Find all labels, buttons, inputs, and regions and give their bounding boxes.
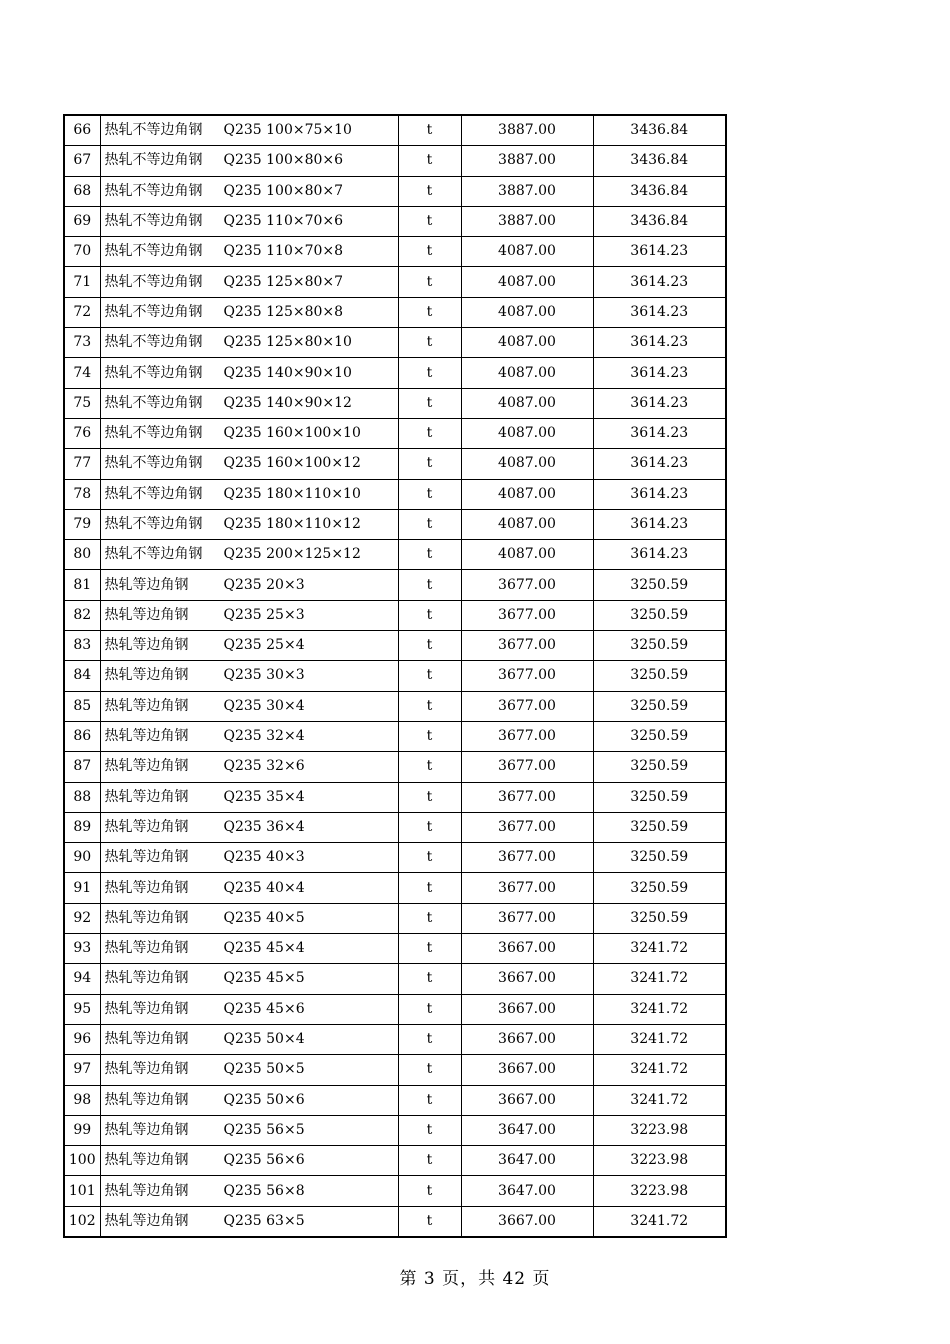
price-incl-tax: 4087.00 [461, 237, 593, 267]
table-row [64, 388, 726, 418]
price-excl-tax: 3241.72 [593, 1024, 726, 1054]
material-spec: Q235 100×80×6 [223, 152, 344, 169]
material-name-cell [100, 388, 398, 418]
price-excl-tax: 3614.23 [593, 328, 726, 358]
material-name: 热轧等边角钢 [104, 576, 189, 593]
material-spec: Q235 25×3 [223, 606, 305, 623]
price-incl-tax: 3677.00 [461, 843, 593, 873]
price-excl-tax: 3614.23 [593, 479, 726, 509]
price-excl-tax: 3250.59 [593, 903, 726, 933]
row-number: 100 [64, 1146, 100, 1176]
row-number: 98 [64, 1085, 100, 1115]
material-name: 热轧等边角钢 [104, 970, 189, 987]
material-name: 热轧不等边角钢 [104, 546, 203, 563]
material-name: 热轧不等边角钢 [104, 303, 203, 320]
price-excl-tax: 3223.98 [593, 1115, 726, 1145]
material-name-cell [100, 873, 398, 903]
material-spec: Q235 32×6 [223, 758, 305, 775]
price-incl-tax: 3667.00 [461, 1024, 593, 1054]
price-incl-tax: 3647.00 [461, 1115, 593, 1145]
row-number: 83 [64, 631, 100, 661]
material-name: 热轧不等边角钢 [104, 273, 203, 290]
table-row [64, 934, 726, 964]
row-number: 76 [64, 418, 100, 448]
row-number: 86 [64, 721, 100, 751]
unit-cell: t [398, 721, 461, 751]
material-name-cell [100, 570, 398, 600]
table-row [64, 903, 726, 933]
row-number: 72 [64, 297, 100, 327]
table-row [64, 115, 726, 146]
price-incl-tax: 3677.00 [461, 661, 593, 691]
material-name-cell [100, 782, 398, 812]
material-name: 热轧等边角钢 [104, 940, 189, 957]
material-name: 热轧等边角钢 [104, 1182, 189, 1199]
unit-cell: t [398, 1206, 461, 1237]
material-spec: Q235 50×4 [223, 1031, 305, 1048]
price-excl-tax: 3614.23 [593, 509, 726, 539]
page-footer: 第 3 页，共 42 页 [399, 1269, 551, 1289]
price-excl-tax: 3250.59 [593, 691, 726, 721]
material-spec: Q235 100×75×10 [223, 122, 352, 139]
table-row [64, 631, 726, 661]
price-incl-tax: 4087.00 [461, 479, 593, 509]
table-row [64, 479, 726, 509]
material-name-cell [100, 721, 398, 751]
material-name-cell [100, 540, 398, 570]
material-name-cell [100, 1206, 398, 1237]
table-row [64, 176, 726, 206]
table-row [64, 328, 726, 358]
material-name-cell [100, 115, 398, 146]
material-name: 热轧等边角钢 [104, 1000, 189, 1017]
material-name-cell [100, 358, 398, 388]
price-excl-tax: 3241.72 [593, 1206, 726, 1237]
row-number: 81 [64, 570, 100, 600]
material-name: 热轧等边角钢 [104, 788, 189, 805]
price-incl-tax: 3667.00 [461, 964, 593, 994]
material-name: 热轧不等边角钢 [104, 364, 203, 381]
table-row [64, 782, 726, 812]
price-excl-tax: 3223.98 [593, 1176, 726, 1206]
material-name-cell [100, 600, 398, 630]
table-row [64, 1115, 726, 1145]
price-incl-tax: 3667.00 [461, 1206, 593, 1237]
material-name-cell [100, 449, 398, 479]
material-name: 热轧等边角钢 [104, 879, 189, 896]
price-excl-tax: 3250.59 [593, 873, 726, 903]
material-spec: Q235 50×6 [223, 1091, 305, 1108]
table-row [64, 570, 726, 600]
unit-cell: t [398, 631, 461, 661]
price-excl-tax: 3250.59 [593, 812, 726, 842]
unit-cell: t [398, 934, 461, 964]
material-name-cell [100, 1146, 398, 1176]
material-name-cell [100, 328, 398, 358]
material-spec: Q235 30×3 [223, 667, 305, 684]
price-excl-tax: 3241.72 [593, 1055, 726, 1085]
material-name: 热轧等边角钢 [104, 697, 189, 714]
price-excl-tax: 3250.59 [593, 661, 726, 691]
price-incl-tax: 4087.00 [461, 297, 593, 327]
row-number: 102 [64, 1206, 100, 1237]
table-row [64, 873, 726, 903]
material-spec: Q235 32×4 [223, 728, 305, 745]
table-row [64, 691, 726, 721]
row-number: 99 [64, 1115, 100, 1145]
price-incl-tax: 4087.00 [461, 358, 593, 388]
unit-cell: t [398, 176, 461, 206]
price-incl-tax: 4087.00 [461, 418, 593, 448]
price-incl-tax: 3887.00 [461, 115, 593, 146]
unit-cell: t [398, 964, 461, 994]
price-incl-tax: 3677.00 [461, 631, 593, 661]
row-number: 69 [64, 206, 100, 236]
price-incl-tax: 4087.00 [461, 267, 593, 297]
table-row [64, 721, 726, 751]
price-incl-tax: 4087.00 [461, 388, 593, 418]
row-number: 67 [64, 146, 100, 176]
table-row [64, 1146, 726, 1176]
table-row [64, 812, 726, 842]
material-spec: Q235 45×6 [223, 1000, 305, 1017]
material-name-cell [100, 479, 398, 509]
table-row [64, 1055, 726, 1085]
price-incl-tax: 4087.00 [461, 509, 593, 539]
row-number: 84 [64, 661, 100, 691]
material-name-cell [100, 176, 398, 206]
row-number: 77 [64, 449, 100, 479]
material-name: 热轧等边角钢 [104, 637, 189, 654]
unit-cell: t [398, 843, 461, 873]
material-name: 热轧不等边角钢 [104, 182, 203, 199]
price-table [63, 114, 727, 1238]
row-number: 91 [64, 873, 100, 903]
price-incl-tax: 3677.00 [461, 873, 593, 903]
table-body [64, 115, 726, 1237]
price-excl-tax: 3250.59 [593, 600, 726, 630]
material-name: 热轧不等边角钢 [104, 516, 203, 532]
unit-cell: t [398, 115, 461, 146]
row-number: 71 [64, 267, 100, 297]
material-spec: Q235 40×5 [223, 909, 305, 926]
table-row [64, 661, 726, 691]
material-name-cell [100, 934, 398, 964]
price-excl-tax: 3614.23 [593, 237, 726, 267]
material-name-cell [100, 903, 398, 933]
table-row [64, 1085, 726, 1115]
row-number: 68 [64, 176, 100, 206]
material-name: 热轧等边角钢 [104, 728, 189, 745]
material-name-cell [100, 994, 398, 1024]
price-incl-tax: 3677.00 [461, 903, 593, 933]
material-spec: Q235 140×90×12 [223, 394, 352, 411]
material-name: 热轧等边角钢 [104, 1212, 189, 1229]
table-row [64, 297, 726, 327]
price-excl-tax: 3614.23 [593, 449, 726, 479]
table-row [64, 237, 726, 267]
price-incl-tax: 3677.00 [461, 782, 593, 812]
row-number: 70 [64, 237, 100, 267]
material-name: 热轧不等边角钢 [104, 485, 203, 502]
unit-cell: t [398, 418, 461, 448]
row-number: 85 [64, 691, 100, 721]
row-number: 82 [64, 600, 100, 630]
material-spec: Q235 56×8 [223, 1182, 305, 1199]
material-spec: Q235 110×70×8 [223, 243, 344, 260]
price-excl-tax: 3250.59 [593, 843, 726, 873]
material-name: 热轧等边角钢 [104, 1061, 189, 1078]
price-incl-tax: 3647.00 [461, 1146, 593, 1176]
material-name: 热轧等边角钢 [104, 1121, 189, 1138]
price-excl-tax: 3614.23 [593, 267, 726, 297]
unit-cell: t [398, 1176, 461, 1206]
unit-cell: t [398, 570, 461, 600]
material-spec: Q235 25×4 [223, 637, 305, 654]
material-spec: Q235 45×4 [223, 940, 305, 957]
material-spec: Q235 50×5 [223, 1061, 305, 1078]
row-number: 89 [64, 812, 100, 842]
material-spec: Q235 160×100×10 [223, 425, 361, 442]
price-excl-tax: 3250.59 [593, 631, 726, 661]
material-name-cell [100, 1024, 398, 1054]
material-name-cell [100, 267, 398, 297]
unit-cell: t [398, 237, 461, 267]
material-spec: Q235 180×110×10 [223, 485, 361, 502]
material-name: 热轧不等边角钢 [104, 243, 203, 260]
price-excl-tax: 3241.72 [593, 994, 726, 1024]
price-incl-tax: 3887.00 [461, 176, 593, 206]
unit-cell: t [398, 873, 461, 903]
row-number: 78 [64, 479, 100, 509]
unit-cell: t [398, 358, 461, 388]
price-excl-tax: 3250.59 [593, 752, 726, 782]
table-row [64, 600, 726, 630]
unit-cell: t [398, 479, 461, 509]
row-number: 94 [64, 964, 100, 994]
unit-cell: t [398, 1146, 461, 1176]
price-excl-tax: 3614.23 [593, 418, 726, 448]
material-name: 热轧不等边角钢 [104, 213, 203, 230]
material-spec: Q235 36×4 [223, 818, 305, 835]
material-spec: Q235 110×70×6 [223, 213, 344, 230]
material-spec: Q235 40×4 [223, 879, 305, 896]
unit-cell: t [398, 509, 461, 539]
table-row [64, 358, 726, 388]
row-number: 66 [64, 115, 100, 146]
material-spec: Q235 30×4 [223, 697, 305, 714]
table-row [64, 994, 726, 1024]
price-excl-tax: 3250.59 [593, 721, 726, 751]
material-name: 热轧不等边角钢 [104, 152, 203, 169]
unit-cell: t [398, 1024, 461, 1054]
material-name-cell [100, 1115, 398, 1145]
row-number: 80 [64, 540, 100, 570]
material-spec: Q235 160×100×12 [223, 455, 361, 472]
row-number: 79 [64, 509, 100, 539]
price-excl-tax: 3241.72 [593, 934, 726, 964]
price-incl-tax: 3667.00 [461, 934, 593, 964]
row-number: 75 [64, 388, 100, 418]
unit-cell: t [398, 661, 461, 691]
unit-cell: t [398, 267, 461, 297]
price-incl-tax: 3677.00 [461, 570, 593, 600]
material-name-cell [100, 843, 398, 873]
material-name: 热轧等边角钢 [104, 606, 189, 623]
material-name: 热轧不等边角钢 [104, 334, 203, 351]
material-spec: Q235 125×80×8 [223, 303, 344, 320]
material-spec: Q235 56×6 [223, 1152, 305, 1169]
price-incl-tax: 3667.00 [461, 1085, 593, 1115]
material-name-cell [100, 1055, 398, 1085]
unit-cell: t [398, 449, 461, 479]
table-row [64, 449, 726, 479]
material-name-cell [100, 661, 398, 691]
material-name: 热轧不等边角钢 [104, 425, 203, 442]
price-incl-tax: 4087.00 [461, 449, 593, 479]
price-excl-tax: 3436.84 [593, 115, 726, 146]
unit-cell: t [398, 206, 461, 236]
unit-cell: t [398, 146, 461, 176]
material-name-cell [100, 237, 398, 267]
material-name-cell [100, 418, 398, 448]
material-name-cell [100, 146, 398, 176]
table-row [64, 1024, 726, 1054]
price-incl-tax: 3887.00 [461, 206, 593, 236]
material-name: 热轧不等边角钢 [104, 455, 203, 472]
material-spec: Q235 63×5 [223, 1212, 305, 1229]
material-name: 热轧等边角钢 [104, 1091, 189, 1108]
material-name-cell [100, 206, 398, 236]
material-spec: Q235 100×80×7 [223, 182, 344, 199]
row-number: 101 [64, 1176, 100, 1206]
price-excl-tax: 3614.23 [593, 358, 726, 388]
row-number: 95 [64, 994, 100, 1024]
unit-cell: t [398, 600, 461, 630]
unit-cell: t [398, 1115, 461, 1145]
unit-cell: t [398, 297, 461, 327]
row-number: 92 [64, 903, 100, 933]
unit-cell: t [398, 328, 461, 358]
unit-cell: t [398, 994, 461, 1024]
unit-cell: t [398, 1055, 461, 1085]
price-incl-tax: 3677.00 [461, 752, 593, 782]
price-excl-tax: 3241.72 [593, 964, 726, 994]
material-name: 热轧不等边角钢 [104, 394, 203, 411]
material-spec: Q235 40×3 [223, 849, 305, 866]
price-excl-tax: 3614.23 [593, 297, 726, 327]
table-row [64, 146, 726, 176]
material-spec: Q235 200×125×12 [223, 546, 361, 563]
price-excl-tax: 3250.59 [593, 782, 726, 812]
row-number: 73 [64, 328, 100, 358]
row-number: 74 [64, 358, 100, 388]
material-spec: Q235 180×110×12 [223, 516, 361, 532]
unit-cell: t [398, 540, 461, 570]
material-spec: Q235 125×80×7 [223, 273, 344, 290]
unit-cell: t [398, 691, 461, 721]
price-incl-tax: 3677.00 [461, 691, 593, 721]
material-spec: Q235 20×3 [223, 576, 305, 593]
price-incl-tax: 3677.00 [461, 812, 593, 842]
table-row [64, 843, 726, 873]
price-incl-tax: 4087.00 [461, 328, 593, 358]
material-name: 热轧等边角钢 [104, 849, 189, 866]
material-name: 热轧不等边角钢 [104, 122, 203, 139]
table-row [64, 752, 726, 782]
row-number: 97 [64, 1055, 100, 1085]
price-incl-tax: 3887.00 [461, 146, 593, 176]
material-spec: Q235 45×5 [223, 970, 305, 987]
price-excl-tax: 3241.72 [593, 1085, 726, 1115]
material-name-cell [100, 752, 398, 782]
price-incl-tax: 3667.00 [461, 994, 593, 1024]
price-excl-tax: 3436.84 [593, 146, 726, 176]
row-number: 96 [64, 1024, 100, 1054]
material-spec: Q235 140×90×10 [223, 364, 352, 381]
price-excl-tax: 3436.84 [593, 176, 726, 206]
material-spec: Q235 35×4 [223, 788, 305, 805]
table-row [64, 206, 726, 236]
material-name: 热轧等边角钢 [104, 758, 189, 775]
price-incl-tax: 3647.00 [461, 1176, 593, 1206]
material-name-cell [100, 1085, 398, 1115]
price-excl-tax: 3614.23 [593, 388, 726, 418]
unit-cell: t [398, 812, 461, 842]
unit-cell: t [398, 903, 461, 933]
material-name: 热轧等边角钢 [104, 667, 189, 684]
material-name-cell [100, 631, 398, 661]
price-excl-tax: 3250.59 [593, 570, 726, 600]
unit-cell: t [398, 782, 461, 812]
price-incl-tax: 3677.00 [461, 721, 593, 751]
row-number: 90 [64, 843, 100, 873]
material-name-cell [100, 1176, 398, 1206]
material-name-cell [100, 812, 398, 842]
material-name-cell [100, 297, 398, 327]
table-row [64, 540, 726, 570]
unit-cell: t [398, 388, 461, 418]
material-name-cell [100, 964, 398, 994]
material-name-cell [100, 691, 398, 721]
row-number: 93 [64, 934, 100, 964]
material-spec: Q235 125×80×10 [223, 334, 352, 351]
table-row [64, 1206, 726, 1237]
material-name: 热轧等边角钢 [104, 818, 189, 835]
row-number: 88 [64, 782, 100, 812]
price-excl-tax: 3436.84 [593, 206, 726, 236]
table-row [64, 267, 726, 297]
unit-cell: t [398, 752, 461, 782]
material-name: 热轧等边角钢 [104, 1152, 189, 1169]
unit-cell: t [398, 1085, 461, 1115]
row-number: 87 [64, 752, 100, 782]
price-excl-tax: 3614.23 [593, 540, 726, 570]
material-name: 热轧等边角钢 [104, 909, 189, 926]
price-incl-tax: 4087.00 [461, 540, 593, 570]
table-row [64, 964, 726, 994]
price-incl-tax: 3677.00 [461, 600, 593, 630]
material-name: 热轧等边角钢 [104, 1031, 189, 1048]
table-row [64, 418, 726, 448]
table-row [64, 509, 726, 539]
table-row [64, 1176, 726, 1206]
price-incl-tax: 3667.00 [461, 1055, 593, 1085]
material-spec: Q235 56×5 [223, 1121, 305, 1138]
price-excl-tax: 3223.98 [593, 1146, 726, 1176]
material-name-cell [100, 509, 398, 539]
